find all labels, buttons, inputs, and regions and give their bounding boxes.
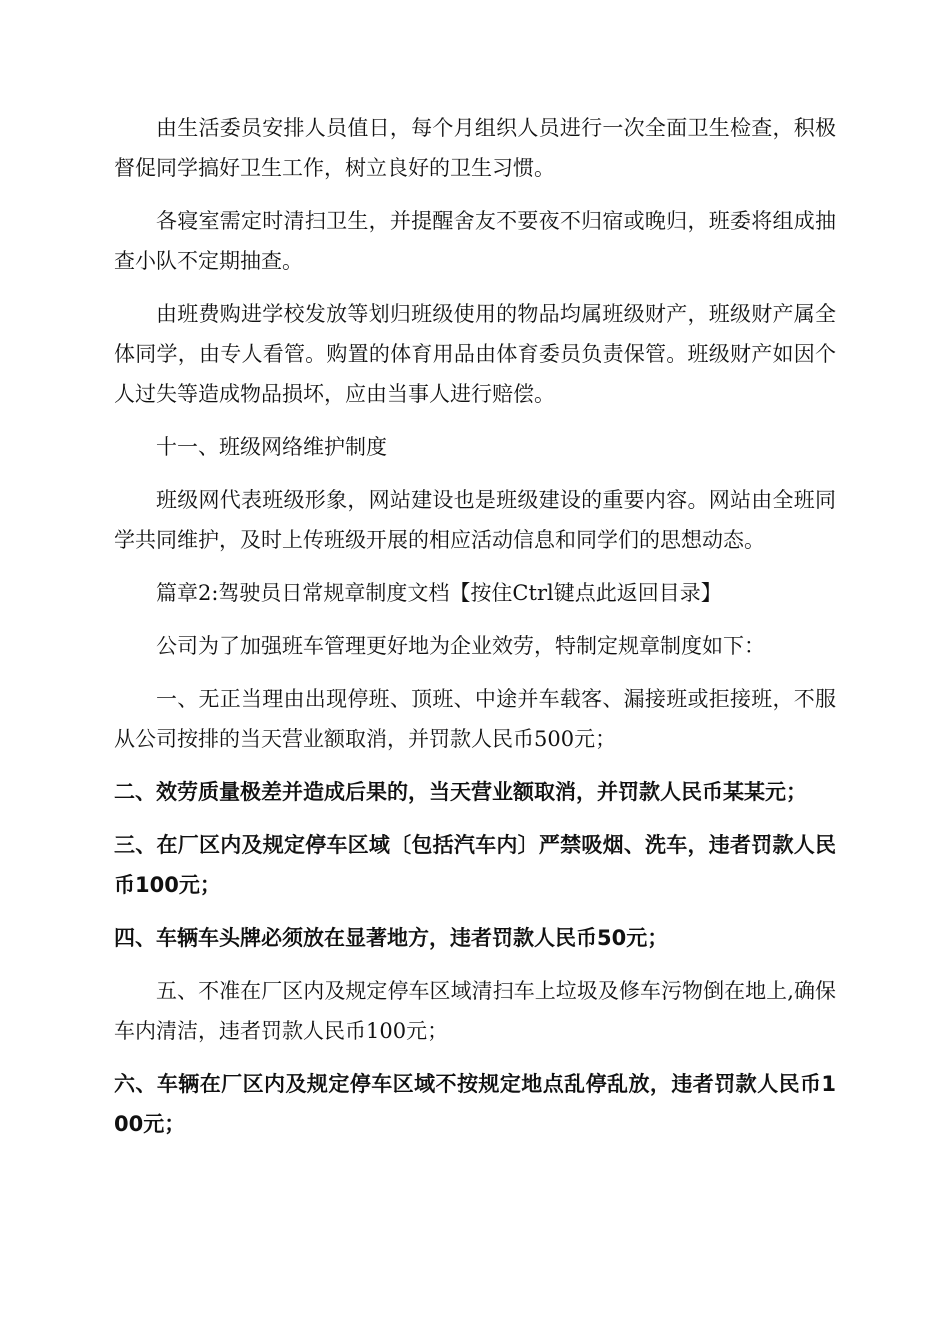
rule-item-2: 二、效劳质量极差并造成后果的，当天营业额取消，并罚款人民币某某元； xyxy=(114,780,807,804)
chapter-link-return-toc[interactable]: 篇章2:驾驶员日常规章制度文档【按住Ctrl键点此返回目录】 xyxy=(156,581,722,605)
paragraph-intro: 公司为了加强班车管理更好地为企业效劳，特制定规章制度如下： xyxy=(156,634,765,658)
rule-item-5: 五、不准在厂区内及规定停车区域清扫车上垃圾及修车污物倒在地上,确保车内清洁，违者罚款人民币100元； xyxy=(114,979,836,1043)
rule-item-1: 一、无正当理由出现停班、顶班、中途并车载客、漏接班或拒接班，不服从公司按排的当天营业额取消，并罚款人民币500元； xyxy=(114,687,836,751)
section-heading-network: 十一、班级网络维护制度 xyxy=(156,435,387,459)
paragraph-class-website: 班级网代表班级形象，网站建设也是班级建设的重要内容。网站由全班同学共同维护，及时上传班级开展的相应活动信息和同学们的思想动态。 xyxy=(114,488,836,552)
rule-item-6: 六、车辆在厂区内及规定停车区域不按规定地点乱停乱放，违者罚款人民币100元； xyxy=(114,1072,836,1136)
rule-item-4: 四、车辆车头牌必须放在显著地方，违者罚款人民币50元； xyxy=(114,926,669,950)
paragraph-class-property: 由班费购进学校发放等划归班级使用的物品均属班级财产，班级财产属全体同学，由专人看管。购置的体育用品由体育委员负责保管。班级财产如因个人过失等造成物品损坏，应由当事人进行赔偿。 xyxy=(114,302,836,406)
rule-item-3: 三、在厂区内及规定停车区域〔包括汽车内〕严禁吸烟、洗车，违者罚款人民币100元； xyxy=(114,833,836,897)
document-body xyxy=(114,108,836,1157)
paragraph-dorm-cleaning: 各寝室需定时清扫卫生，并提醒舍友不要夜不归宿或晚归，班委将组成抽查小队不定期抽查。 xyxy=(114,209,836,273)
paragraph-hygiene-duty: 由生活委员安排人员值日，每个月组织人员进行一次全面卫生检查，积极督促同学搞好卫生工作，树立良好的卫生习惯。 xyxy=(114,116,836,180)
